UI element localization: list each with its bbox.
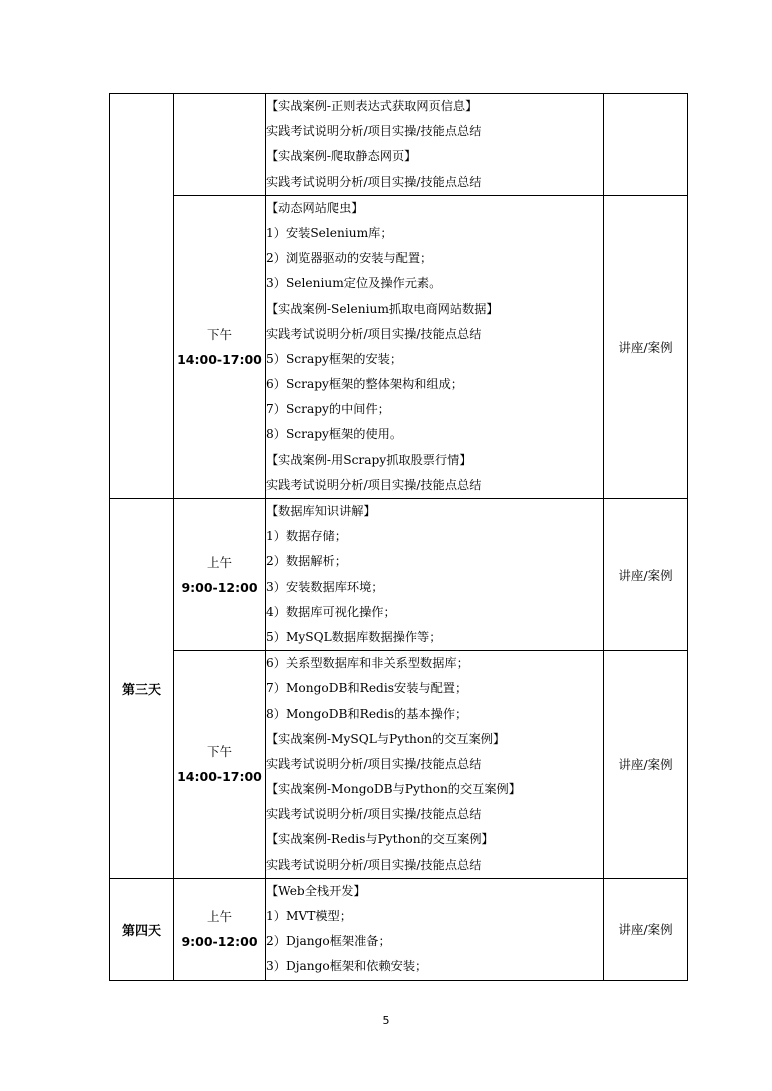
time-range: 14:00-17:00 [177, 769, 262, 785]
content-line: 【数据库知识讲解】 [266, 504, 376, 518]
day-cell [110, 94, 174, 499]
content-line: 7）MongoDB和Redis安装与配置； [266, 681, 468, 696]
content-line: 实践考试说明分析/项目实操/技能点总结 [266, 857, 482, 872]
time-cell [174, 499, 266, 651]
method-cell [604, 94, 688, 196]
content-line: 实践考试说明分析/项目实操/技能点总结 [266, 807, 482, 822]
content-line: 8）Scrapy框架的使用。 [266, 427, 403, 442]
schedule-row [110, 94, 688, 196]
content-cell [266, 195, 604, 498]
content-line: 3）安装数据库环境； [266, 579, 384, 594]
day-cell: 第三天 [110, 499, 174, 879]
content-line: 7）Scrapy的中间件； [266, 402, 390, 417]
content-line: 【动态网站爬虫】 [266, 200, 364, 215]
content-cell [266, 499, 604, 651]
content-line: 【Web全栈开发】 [266, 883, 366, 898]
content-line: 【实战案例-正则表达式获取网页信息】 [266, 99, 478, 113]
content-line: 2）数据解析； [266, 554, 347, 569]
method-cell: 讲座/案例 [604, 195, 688, 498]
content-line: 4）数据库可视化操作； [266, 604, 396, 619]
content-line: 1）安装Selenium库； [266, 225, 393, 240]
content-line: 实践考试说明分析/项目实操/技能点总结 [266, 174, 482, 189]
content-line: 5）MySQL数据库数据操作等； [266, 629, 442, 644]
content-line: 实践考试说明分析/项目实操/技能点总结 [266, 477, 482, 492]
time-range: 9:00-12:00 [181, 934, 258, 950]
period-label: 下午 [206, 744, 232, 760]
period-label: 上午 [206, 909, 232, 925]
content-cell [266, 878, 604, 980]
period-label: 下午 [206, 326, 232, 342]
content-line: 实践考试说明分析/项目实操/技能点总结 [266, 756, 482, 771]
method-cell: 讲座/案例 [604, 499, 688, 651]
schedule-row [110, 499, 688, 651]
content-cell [266, 651, 604, 879]
content-line: 【实战案例-Selenium抓取电商网站数据】 [266, 301, 499, 316]
time-cell [174, 94, 266, 196]
schedule-row [110, 651, 688, 879]
content-line: 实践考试说明分析/项目实操/技能点总结 [266, 124, 482, 139]
content-line: 2）Django框架准备； [266, 934, 391, 949]
method-cell: 讲座/案例 [604, 878, 688, 980]
content-line: 3）Selenium定位及操作元素。 [266, 276, 442, 291]
day-cell: 第四天 [110, 878, 174, 980]
page-number: 5 [382, 1014, 390, 1027]
content-line: 6）关系型数据库和非关系型数据库； [266, 656, 469, 671]
content-line: 【实战案例-MySQL与Python的交互案例】 [266, 731, 506, 746]
content-line: 3）Django框架和依赖安装； [266, 959, 428, 974]
content-line: 1）数据存储； [266, 529, 347, 544]
method-cell: 讲座/案例 [604, 651, 688, 879]
content-line: 8）MongoDB和Redis的基本操作； [266, 706, 468, 721]
period-label: 上午 [206, 554, 232, 570]
content-line: 实践考试说明分析/项目实操/技能点总结 [266, 326, 482, 341]
content-line: 【实战案例-用Scrapy抓取股票行情】 [266, 452, 472, 467]
content-cell [266, 94, 604, 196]
schedule-row [110, 878, 688, 980]
content-line: 2）浏览器驱动的安装与配置； [266, 251, 433, 266]
content-line: 【实战案例-Redis与Python的交互案例】 [266, 832, 494, 847]
schedule-row [110, 195, 688, 498]
time-range: 14:00-17:00 [177, 351, 262, 367]
schedule-table [109, 93, 688, 981]
time-cell [174, 651, 266, 879]
content-line: 【实战案例-爬取静态网页】 [266, 149, 417, 164]
content-line: 5）Scrapy框架的安装； [266, 351, 403, 366]
content-line: 1）MVT模型； [266, 909, 352, 923]
content-line: 6）Scrapy框架的整体架构和组成； [266, 377, 463, 392]
time-range: 9:00-12:00 [181, 579, 258, 595]
time-cell [174, 878, 266, 980]
content-line: 【实战案例-MongoDB与Python的交互案例】 [266, 782, 521, 797]
time-cell [174, 195, 266, 498]
